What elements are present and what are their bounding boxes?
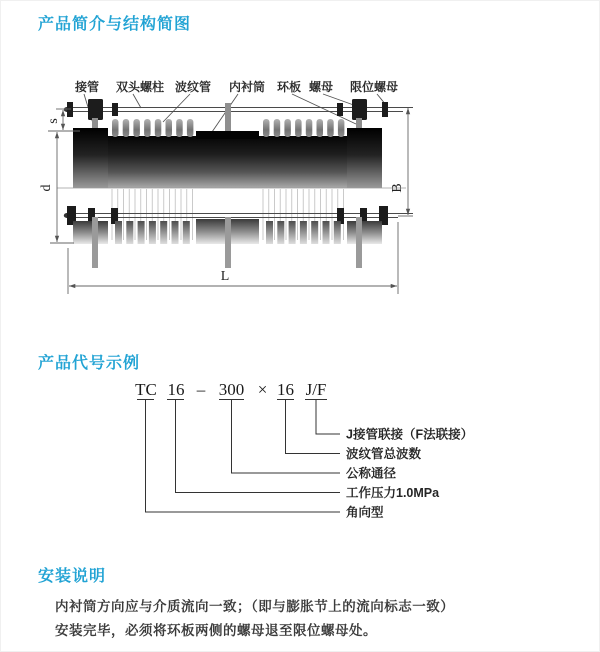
left-collar — [73, 128, 108, 188]
dimension-B — [390, 108, 413, 216]
structure-diagram — [0, 70, 600, 302]
product-code-diagram — [0, 374, 600, 529]
dim-label-B: B — [390, 183, 405, 193]
expl-angular-type: 角向型 — [346, 505, 384, 520]
dim-label-s: s — [46, 118, 61, 124]
expl-connection: J接管联接（F法联接） — [346, 427, 474, 442]
dim-label-d: d — [39, 184, 54, 192]
expl-wave-count: 波纹管总波数 — [346, 447, 422, 461]
label-inner-liner: 内衬筒 — [228, 80, 266, 94]
label-connection-pipe: 接管 — [74, 80, 100, 94]
left-collar-bottom — [73, 221, 108, 244]
label-limit-nut: 限位螺母 — [349, 80, 399, 94]
code-seg-waves: 16 — [277, 380, 294, 399]
section-title-install: 安装说明 — [38, 568, 107, 585]
code-seg-diameter: 300 — [218, 380, 245, 399]
code-tree-lines — [146, 400, 341, 512]
install-line-1: 内衬筒方向应与介质流向一致；（即与膨胀节上的流向标志一致） — [55, 599, 455, 614]
install-instructions — [55, 595, 555, 643]
inner-liner-band — [196, 131, 259, 139]
code-seg-dash: – — [196, 380, 206, 399]
right-collar-bottom — [347, 221, 382, 244]
section-title-intro: 产品简介与结构简图 — [38, 16, 192, 33]
expl-working-pressure: 工作压力1.0MPa — [346, 486, 440, 500]
expl-nominal-diameter: 公称通径 — [346, 466, 397, 481]
dimension-d — [39, 131, 74, 243]
code-explanations — [346, 427, 473, 520]
label-ring-plate: 环板 — [276, 80, 302, 94]
code-seg-times: × — [257, 380, 268, 399]
code-segments — [135, 380, 326, 399]
shell-body — [107, 136, 348, 188]
label-double-end-stud: 双头螺柱 — [115, 80, 165, 94]
right-collar — [347, 128, 382, 188]
dimension-s — [46, 109, 80, 131]
part-labels — [74, 79, 398, 94]
code-seg-type: TC — [135, 380, 157, 399]
code-seg-pressure: 16 — [167, 380, 185, 399]
section-title-code: 产品代号示例 — [38, 355, 141, 372]
label-bellows: 波纹管 — [174, 80, 212, 94]
install-line-2: 安装完毕，必须将环板两侧的螺母退至限位螺母处。 — [55, 623, 377, 638]
label-nut: 螺母 — [308, 80, 334, 94]
code-seg-connection: J/F — [305, 380, 327, 399]
dim-label-L: L — [220, 269, 230, 284]
